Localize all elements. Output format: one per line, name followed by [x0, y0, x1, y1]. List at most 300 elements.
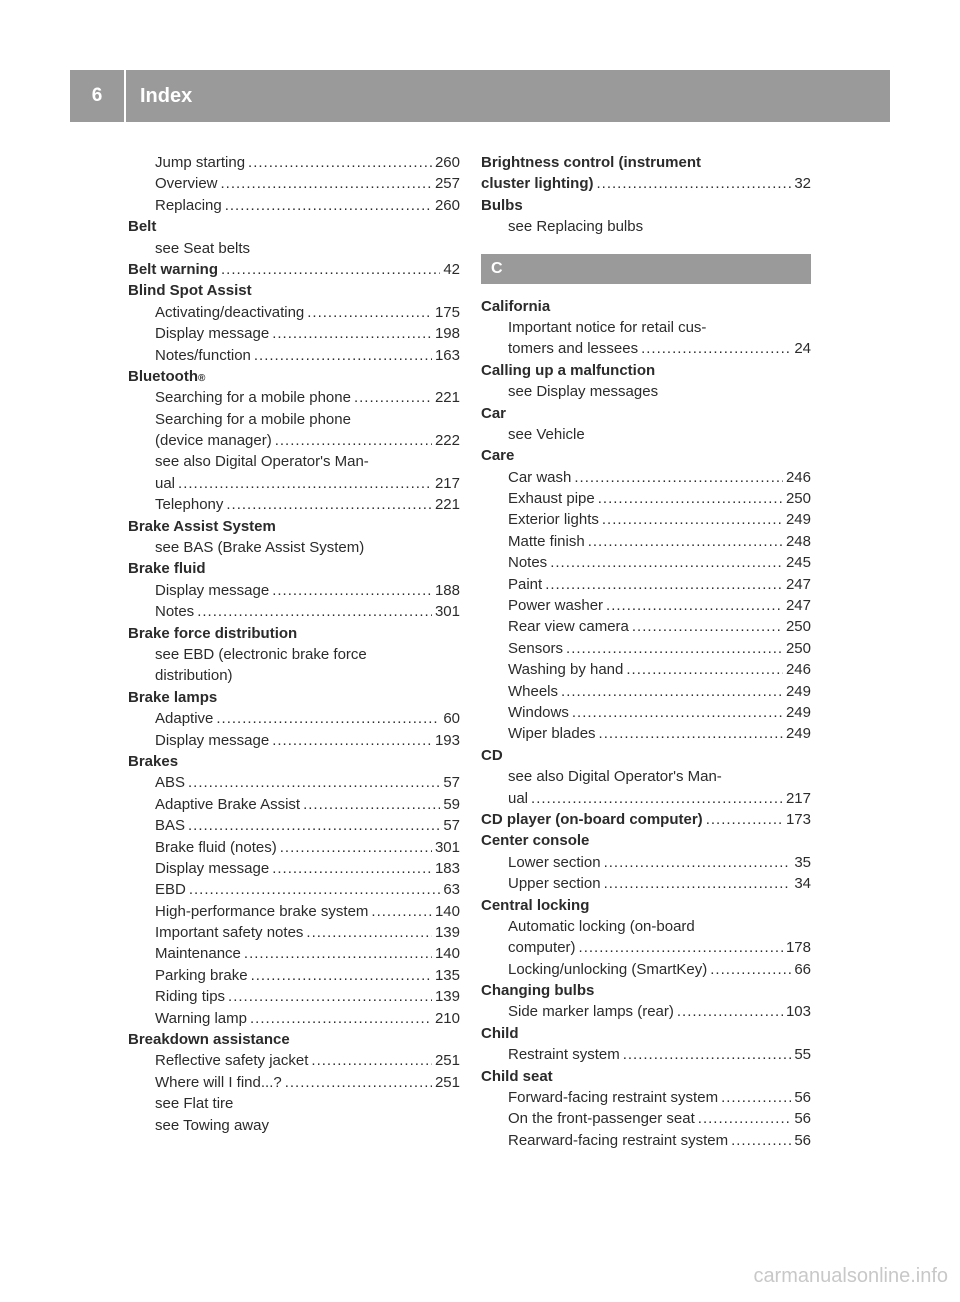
section-letter: C: [491, 259, 503, 277]
entry-text: Washing by hand: [508, 661, 624, 679]
dot-leader: [588, 531, 783, 552]
page-reference[interactable]: 217: [434, 474, 460, 492]
index-heading: [128, 280, 460, 301]
index-entry: [128, 451, 460, 472]
page-reference[interactable]: 260: [434, 196, 460, 214]
index-heading: [481, 809, 811, 830]
index-heading: [481, 980, 811, 1001]
entry-text: Searching for a mobile phone: [155, 410, 351, 428]
entry-text: ual: [155, 474, 176, 492]
page-reference[interactable]: 139: [434, 988, 460, 1006]
index-entry: [128, 1072, 460, 1093]
dot-leader: [285, 1072, 432, 1093]
dot-leader: [311, 1050, 432, 1071]
entry-text: see also Digital Operator's Man-: [508, 768, 722, 786]
entry-text: Care: [481, 447, 515, 465]
dot-leader: [579, 937, 783, 958]
dot-leader: [280, 837, 432, 858]
index-entry: [128, 1093, 460, 1114]
page-reference[interactable]: 193: [434, 731, 460, 749]
index-heading: [481, 152, 811, 173]
index-entry: [128, 794, 460, 815]
page-reference[interactable]: 66: [794, 960, 811, 978]
page-reference[interactable]: 260: [434, 154, 460, 171]
entry-text: Important safety notes: [155, 924, 304, 942]
dot-leader: [188, 815, 440, 836]
index-entry: [481, 916, 811, 937]
entry-text: Car wash: [508, 468, 572, 486]
index-heading: [128, 687, 460, 708]
entry-text: Notes: [508, 554, 548, 572]
page-reference[interactable]: 56: [794, 1131, 811, 1149]
entry-text: ABS: [155, 774, 186, 792]
entry-text: Matte finish: [508, 532, 585, 550]
entry-text: Brake lamps: [128, 688, 218, 706]
page-reference[interactable]: 35: [794, 853, 811, 871]
index-entry: [481, 959, 811, 980]
page-reference[interactable]: 222: [434, 432, 460, 450]
entry-text: Riding tips: [155, 988, 226, 1006]
dot-leader: [597, 173, 792, 194]
dot-leader: [721, 1087, 791, 1108]
index-entry: [128, 387, 460, 408]
section-letter-bar: [481, 254, 811, 284]
index-heading: [481, 895, 811, 916]
page-reference[interactable]: 60: [443, 710, 460, 728]
entry-text: Wiper blades: [508, 725, 596, 743]
dot-leader: [626, 659, 783, 680]
entry-text: Forward-facing restraint system: [508, 1089, 719, 1107]
entry-text: Automatic locking (on-board: [508, 917, 695, 935]
index-entry: [481, 852, 811, 873]
entry-text: Notes: [155, 603, 195, 621]
entry-text: Calling up a malfunction: [481, 361, 656, 379]
entry-text: Windows: [508, 703, 569, 721]
page-reference[interactable]: 245: [785, 554, 811, 572]
dot-leader: [599, 723, 783, 744]
page-reference[interactable]: 34: [794, 875, 811, 893]
page-reference[interactable]: 198: [434, 325, 460, 343]
entry-text: Wheels: [508, 682, 559, 700]
entry-text: Adaptive: [155, 710, 214, 728]
entry-text: High-performance brake system: [155, 902, 369, 920]
entry-text: Where will I find...?: [155, 1073, 282, 1091]
page-reference[interactable]: 56: [794, 1089, 811, 1107]
entry-text: Display message: [155, 581, 270, 599]
entry-text: Bluetooth: [128, 367, 198, 385]
entry-text: Important notice for retail cus-: [508, 318, 707, 336]
index-entry: [128, 195, 460, 216]
index-entry: [481, 338, 811, 359]
index-entry: [481, 1001, 811, 1022]
entry-text: Brake fluid (notes): [155, 838, 277, 856]
index-heading: [128, 516, 460, 537]
page-reference[interactable]: 57: [443, 817, 460, 835]
entry-text: Belt warning: [128, 260, 219, 278]
index-heading: [128, 216, 460, 237]
page-reference[interactable]: 247: [785, 597, 811, 615]
entry-text: CD: [481, 746, 503, 764]
dot-leader: [531, 788, 783, 809]
index-group-c: [481, 296, 811, 1152]
index-entry: [128, 494, 460, 515]
entry-text: Activating/deactivating: [155, 303, 305, 321]
dot-leader: [604, 873, 792, 894]
entry-text: Central locking: [481, 896, 590, 914]
dot-leader: [254, 345, 432, 366]
page-reference[interactable]: 217: [785, 789, 811, 807]
index-entry: [481, 595, 811, 616]
entry-text: Display message: [155, 859, 270, 877]
index-heading: [481, 445, 811, 466]
index-entry: [128, 943, 460, 964]
entry-text: EBD: [155, 881, 186, 899]
index-entry: [128, 238, 460, 259]
index-heading: [128, 558, 460, 579]
index-entry: [128, 323, 460, 344]
entry-text: tomers and lessees: [508, 340, 639, 358]
dot-leader: [566, 638, 783, 659]
entry-text: Overview: [155, 175, 218, 193]
dot-leader: [306, 922, 432, 943]
page-reference[interactable]: 63: [443, 881, 460, 899]
entry-text: cluster lighting): [481, 175, 594, 193]
dot-leader: [272, 323, 432, 344]
index-heading: [481, 360, 811, 381]
dot-leader: [225, 195, 432, 216]
index-heading: [481, 830, 811, 851]
index-entry: [128, 1115, 460, 1136]
index-entry: [128, 772, 460, 793]
page-header: [70, 70, 890, 122]
page-reference[interactable]: 135: [434, 966, 460, 984]
entry-text: (device manager): [155, 432, 272, 450]
entry-text: California: [481, 297, 551, 315]
dot-leader: [272, 580, 432, 601]
index-heading: [128, 259, 460, 280]
dot-leader: [677, 1001, 783, 1022]
dot-leader: [731, 1130, 791, 1151]
dot-leader: [602, 509, 783, 530]
index-entry: [481, 1130, 811, 1151]
dot-leader: [710, 959, 791, 980]
page-reference[interactable]: 140: [434, 902, 460, 920]
dot-leader: [216, 708, 440, 729]
dot-leader: [641, 338, 791, 359]
page-reference[interactable]: 178: [785, 939, 811, 957]
dot-leader: [604, 852, 792, 873]
page-reference[interactable]: 246: [785, 661, 811, 679]
index-heading: [128, 1029, 460, 1050]
entry-text: Blind Spot Assist: [128, 282, 252, 300]
index-entry: [481, 788, 811, 809]
entry-text: BAS: [155, 817, 186, 835]
index-entry: [481, 1108, 811, 1129]
index-entry: [128, 409, 460, 430]
page-reference[interactable]: 250: [785, 618, 811, 636]
entry-text: Notes/function: [155, 346, 251, 364]
entry-text: see BAS (Brake Assist System): [155, 539, 365, 557]
index-entry: [481, 702, 811, 723]
entry-text: Searching for a mobile phone: [155, 389, 351, 407]
page-reference[interactable]: 249: [785, 703, 811, 721]
dot-leader: [632, 616, 783, 637]
watermark: carmanualsonline.info: [753, 1265, 948, 1287]
entry-text: Parking brake: [155, 966, 248, 984]
page-reference[interactable]: 250: [785, 490, 811, 508]
entry-text: Upper section: [508, 875, 601, 893]
entry-text: Exhaust pipe: [508, 490, 595, 508]
entry-text: Breakdown assistance: [128, 1031, 290, 1049]
index-column-right: [481, 152, 811, 1151]
page-reference[interactable]: 249: [785, 682, 811, 700]
entry-text: Child seat: [481, 1067, 553, 1085]
index-entry: [481, 681, 811, 702]
page-reference[interactable]: 188: [434, 581, 460, 599]
page-reference[interactable]: 210: [434, 1009, 460, 1027]
index-heading: [481, 195, 811, 216]
index-entry: [481, 616, 811, 637]
entry-text: Brakes: [128, 752, 179, 770]
dot-leader: [561, 681, 783, 702]
index-entry: [128, 601, 460, 622]
page-reference[interactable]: 249: [785, 725, 811, 743]
page-reference[interactable]: 139: [434, 924, 460, 942]
entry-text: Changing bulbs: [481, 982, 595, 1000]
index-entry: [128, 644, 460, 665]
page-reference[interactable]: 301: [434, 838, 460, 856]
dot-leader: [606, 595, 783, 616]
index-entry: [128, 173, 460, 194]
dot-leader: [303, 794, 440, 815]
index-entry: [128, 858, 460, 879]
entry-text: Restraint system: [508, 1046, 620, 1064]
index-entry: [128, 430, 460, 451]
entry-text: Rear view camera: [508, 618, 629, 636]
entry-text: Replacing: [155, 196, 222, 214]
index-entry: [481, 723, 811, 744]
entry-text: Lower section: [508, 853, 601, 871]
index-entry: [481, 937, 811, 958]
index-entry: [128, 965, 460, 986]
entry-text: Adaptive Brake Assist: [155, 795, 301, 813]
dot-leader: [197, 601, 432, 622]
page-reference[interactable]: 175: [434, 303, 460, 321]
index-entry: [481, 1087, 811, 1108]
entry-text: Bulbs: [481, 196, 523, 214]
page-reference[interactable]: 246: [785, 468, 811, 486]
dot-leader: [272, 730, 432, 751]
index-entry: [128, 473, 460, 494]
entry-text: On the front-passenger seat: [508, 1110, 695, 1128]
page-reference[interactable]: 221: [434, 496, 460, 514]
entry-text: see Flat tire: [155, 1095, 234, 1113]
dot-leader: [550, 552, 783, 573]
page-reference[interactable]: 140: [434, 945, 460, 963]
index-entry: [128, 708, 460, 729]
index-heading: [128, 751, 460, 772]
dot-leader: [275, 430, 432, 451]
index-entry: [481, 467, 811, 488]
page-reference[interactable]: 221: [434, 389, 460, 407]
index-group-b-continued: [481, 152, 811, 238]
index-entry: [128, 345, 460, 366]
index-entry: [481, 638, 811, 659]
index-entry: [128, 901, 460, 922]
page-reference[interactable]: 301: [434, 603, 460, 621]
entry-text: Rearward-facing restraint system: [508, 1131, 729, 1149]
entry-text: distribution): [155, 667, 233, 685]
page-reference[interactable]: 183: [434, 859, 460, 877]
page-reference[interactable]: 24: [794, 340, 811, 358]
index-entry: [481, 216, 811, 237]
dot-leader: [178, 473, 432, 494]
dot-leader: [706, 809, 783, 830]
page-reference[interactable]: 250: [785, 639, 811, 657]
entry-text: Brake Assist System: [128, 517, 276, 535]
entry-text: Brake force distribution: [128, 624, 298, 642]
entry-text: see Display messages: [508, 383, 659, 401]
page-number: 6: [70, 70, 126, 122]
entry-text: Maintenance: [155, 945, 241, 963]
page-reference[interactable]: 249: [785, 511, 811, 529]
page-reference[interactable]: 248: [785, 532, 811, 550]
entry-text: see also Digital Operator's Man-: [155, 453, 369, 471]
entry-text: Warning lamp: [155, 1009, 247, 1027]
index-entry: [481, 381, 811, 402]
entry-text: Reflective safety jacket: [155, 1052, 309, 1070]
page-reference[interactable]: 32: [794, 175, 811, 193]
index-heading: [481, 403, 811, 424]
index-column-left: [128, 152, 460, 1136]
index-entry: [481, 531, 811, 552]
index-entry: [128, 1050, 460, 1071]
entry-text: Jump starting: [155, 154, 246, 171]
index-entry: [128, 580, 460, 601]
index-entry: [128, 152, 460, 173]
index-entry: [128, 665, 460, 686]
index-entry: [128, 302, 460, 323]
entry-text: see EBD (electronic brake force: [155, 645, 367, 663]
dot-leader: [623, 1044, 792, 1065]
page-reference[interactable]: 55: [794, 1046, 811, 1064]
index-heading: [481, 1023, 811, 1044]
dot-leader: [574, 467, 783, 488]
dot-leader: [248, 152, 432, 173]
dot-leader: [307, 302, 432, 323]
entry-text: Display message: [155, 731, 270, 749]
page-title: Index: [140, 84, 193, 107]
entry-text: Display message: [155, 325, 270, 343]
entry-text: Car: [481, 404, 507, 422]
entry-text: Belt: [128, 218, 157, 236]
page-reference[interactable]: 251: [434, 1052, 460, 1070]
dot-leader: [251, 965, 432, 986]
index-entry: [481, 509, 811, 530]
entry-text: Telephony: [155, 496, 224, 514]
page-reference[interactable]: 163: [434, 346, 460, 364]
index-entry: [481, 488, 811, 509]
entry-text: Power washer: [508, 597, 604, 615]
index-entry: [128, 922, 460, 943]
page-reference[interactable]: 59: [443, 795, 460, 813]
entry-text: Brightness control (instrument: [481, 154, 702, 171]
entry-text: Paint: [508, 575, 543, 593]
index-entry: [128, 837, 460, 858]
index-entry: [128, 879, 460, 900]
index-entry: [128, 815, 460, 836]
index-entry: [481, 317, 811, 338]
entry-text: see Towing away: [155, 1116, 269, 1134]
dot-leader: [188, 772, 440, 793]
dot-leader: [189, 879, 440, 900]
page-reference[interactable]: 57: [443, 774, 460, 792]
page-reference[interactable]: 56: [794, 1110, 811, 1128]
index-entry: [128, 1008, 460, 1029]
dot-leader: [244, 943, 432, 964]
index-entry: [481, 659, 811, 680]
index-heading: [481, 296, 811, 317]
index-entry: [128, 537, 460, 558]
index-entry: [128, 730, 460, 751]
page-reference[interactable]: 103: [785, 1003, 811, 1021]
page-reference[interactable]: 42: [443, 260, 460, 278]
index-heading: Bluetooth ®: [128, 366, 460, 387]
dot-leader: [228, 986, 432, 1007]
entry-text: ual: [508, 789, 529, 807]
index-heading: [481, 1066, 811, 1087]
index-entry: [481, 552, 811, 573]
index-entry: [481, 1044, 811, 1065]
entry-text: Child: [481, 1024, 519, 1042]
page-reference[interactable]: 251: [434, 1073, 460, 1091]
index-entry: [128, 986, 460, 1007]
dot-leader: [250, 1008, 432, 1029]
index-heading: [481, 745, 811, 766]
page-reference[interactable]: 247: [785, 575, 811, 593]
entry-text: see Replacing bulbs: [508, 218, 644, 236]
entry-text: CD player (on-board computer): [481, 810, 703, 828]
dot-leader: [226, 494, 432, 515]
page-reference[interactable]: 173: [785, 810, 811, 828]
entry-text: Sensors: [508, 639, 564, 657]
entry-text: see Vehicle: [508, 425, 585, 443]
entry-text: see Seat belts: [155, 239, 251, 257]
dot-leader: [221, 259, 440, 280]
dot-leader: [371, 901, 432, 922]
entry-text: Brake fluid: [128, 560, 206, 578]
page-reference[interactable]: 257: [434, 175, 460, 193]
dot-leader: [272, 858, 432, 879]
index-heading: [481, 173, 811, 194]
dot-leader: [698, 1108, 792, 1129]
index-entry: [481, 873, 811, 894]
index-heading: [128, 623, 460, 644]
entry-text: Center console: [481, 832, 590, 850]
entry-text: Exterior lights: [508, 511, 599, 529]
index-entry: [481, 574, 811, 595]
dot-leader: [572, 702, 783, 723]
index-entry: [481, 424, 811, 445]
dot-leader: [598, 488, 783, 509]
entry-text: Locking/unlocking (SmartKey): [508, 960, 708, 978]
dot-leader: [221, 173, 432, 194]
entry-text: Side marker lamps (rear): [508, 1003, 674, 1021]
entry-text: computer): [508, 939, 576, 957]
dot-leader: [354, 387, 432, 408]
dot-leader: [545, 574, 783, 595]
index-entry: [481, 766, 811, 787]
